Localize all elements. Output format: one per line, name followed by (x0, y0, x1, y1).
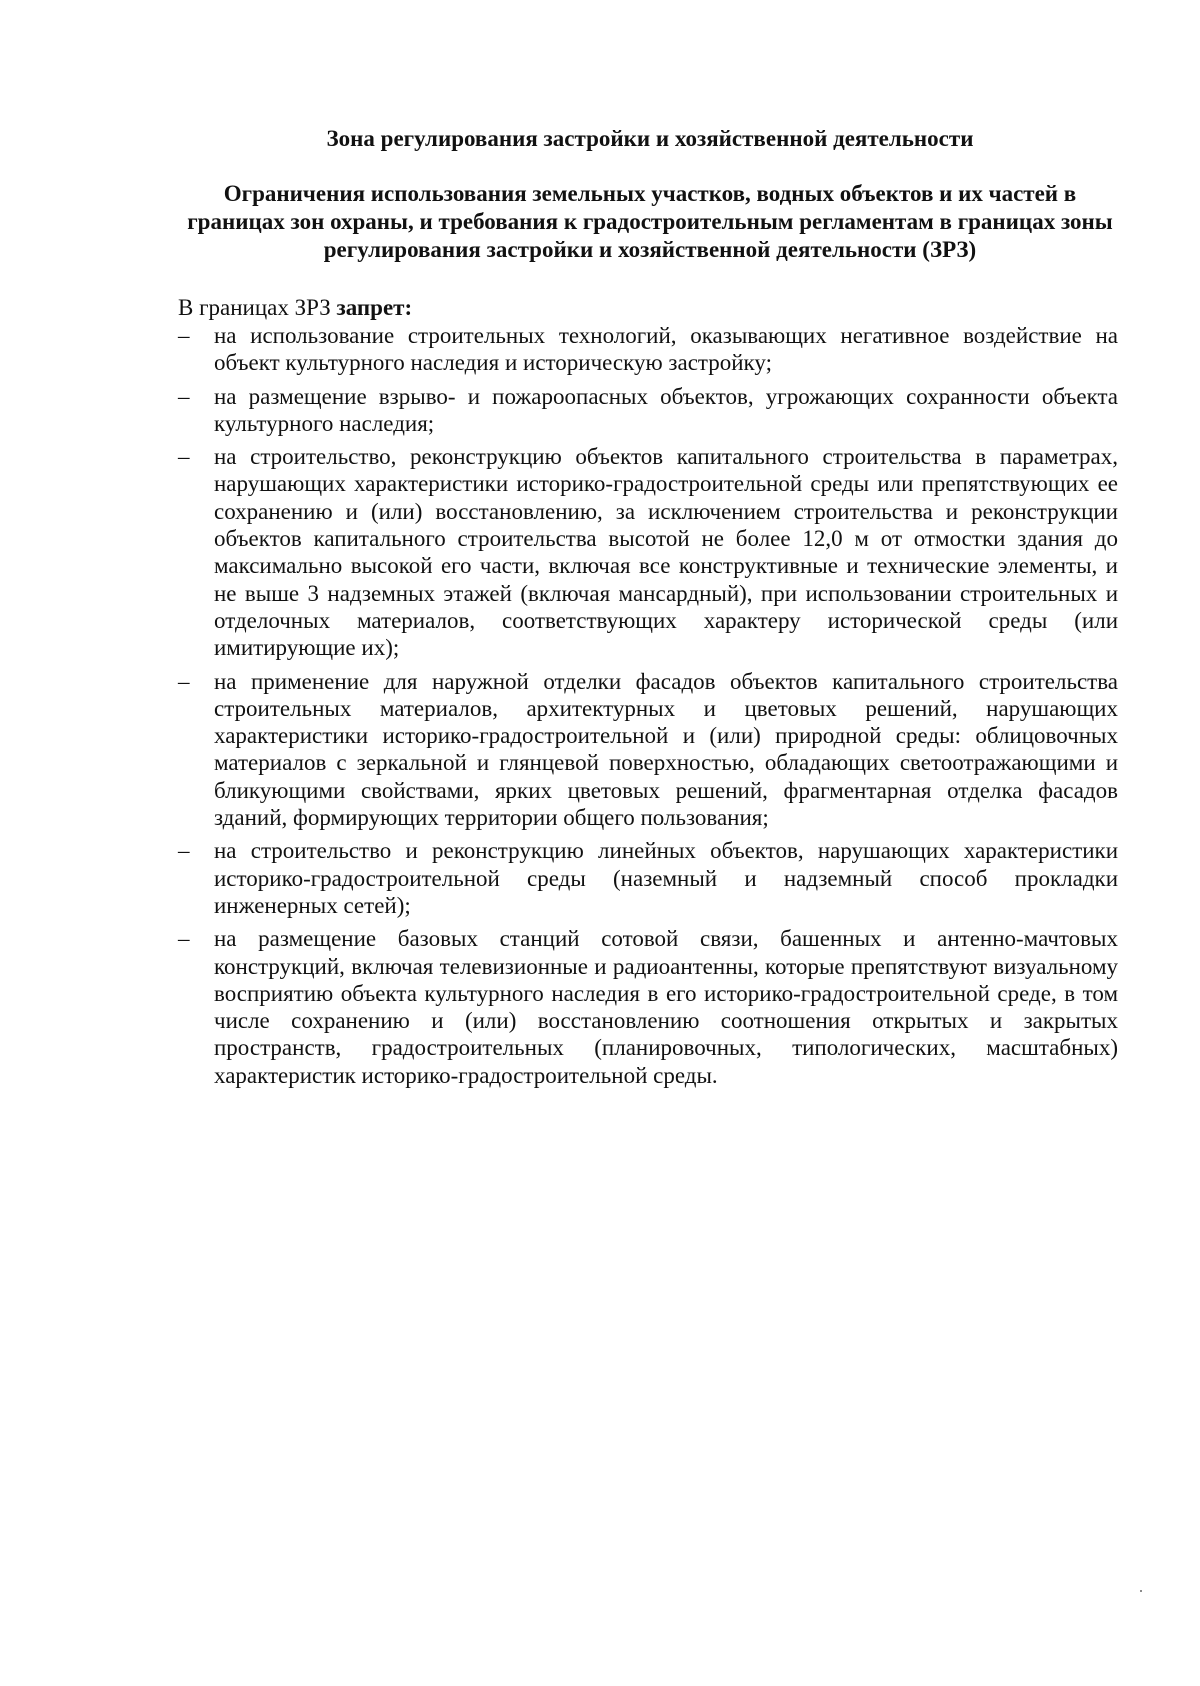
dash-bullet: – (178, 926, 190, 952)
dash-bullet: – (178, 444, 190, 470)
scan-speck (1140, 1590, 1142, 1592)
list-item-text: на применение для наружной отделки фасадов объектов капитального строительства строительных материалов, архитектурных и цветовых решений, нарушающих характеристики историко-градостроительной и (или) природной среды: облицовочных материалов с зеркальной и глянцевой поверхностью, обладающих светоотражающими и бликующими свойствами, ярких цветовых решений, фрагментарная отделка фасадов зданий, формирующих территории общего пользования; (214, 668, 1118, 831)
dash-bullet: – (178, 383, 190, 409)
restrictions-list (178, 322, 1118, 1095)
list-item-text: на размещение взрыво- и пожароопасных объектов, угрожающих сохранности объекта культурного наследия; (214, 383, 1118, 436)
list-item (178, 383, 1118, 438)
list-item-text: на строительство, реконструкцию объектов капитального строительства в параметрах, нарушающих характеристики историко-градостроительной среды или препятствующих ее сохранению и (или) восстановлению, за исключением строительства и реконструкции объектов капитального строительства высотой не более 12,0 м от отмостки здания до максимально высокой его части, включая все конструктивные и технические элементы, и не выше 3 надземных этажей (включая мансардный), при использовании строительных и отделочных материалов, соответствующих характеру исторической среды (или имитирующие их); (214, 444, 1118, 661)
list-item (178, 668, 1118, 832)
dash-bullet: – (178, 323, 190, 348)
list-item (178, 925, 1118, 1089)
document-title: Зона регулирования застройки и хозяйственной деятельности (326, 126, 974, 151)
dash-bullet: – (178, 838, 190, 864)
list-item (178, 837, 1118, 919)
list-item-text: на строительство и реконструкцию линейных объектов, нарушающих характеристики историко-градостроительной среды (наземный и надземный способ прокладки инженерных сетей); (214, 838, 1118, 918)
intro-prefix: В границах ЗРЗ (178, 295, 337, 320)
document-subtitle: Ограничения использования земельных участков, водных объектов и их частей в границах зон охраны, и требования к градостроительным регламентам в границах зоны регулирования застройки и хозяйственной деятельности (ЗРЗ) (187, 181, 1113, 262)
list-item (178, 443, 1118, 661)
list-item-text: на размещение базовых станций сотовой связи, башенных и антенно-мачтовых конструкций, включая телевизионные и радиоантенны, которые препятствуют визуальному восприятию объекта культурного наследия в его историко-градостроительной среде, в том числе сохранению и (или) восстановлению соотношения открытых и закрытых пространств, градостроительных (планировочных, типологических, масштабных) характеристик историко-градостроительной среды. (214, 926, 1118, 1088)
list-item (178, 322, 1118, 377)
list-item-text: на использование строительных технологий, оказывающих негативное воздействие на объект культурного наследия и историческую застройку; (214, 323, 1118, 376)
intro-line (178, 294, 412, 322)
intro-bold: запрет: (336, 295, 413, 320)
dash-bullet: – (178, 668, 190, 694)
